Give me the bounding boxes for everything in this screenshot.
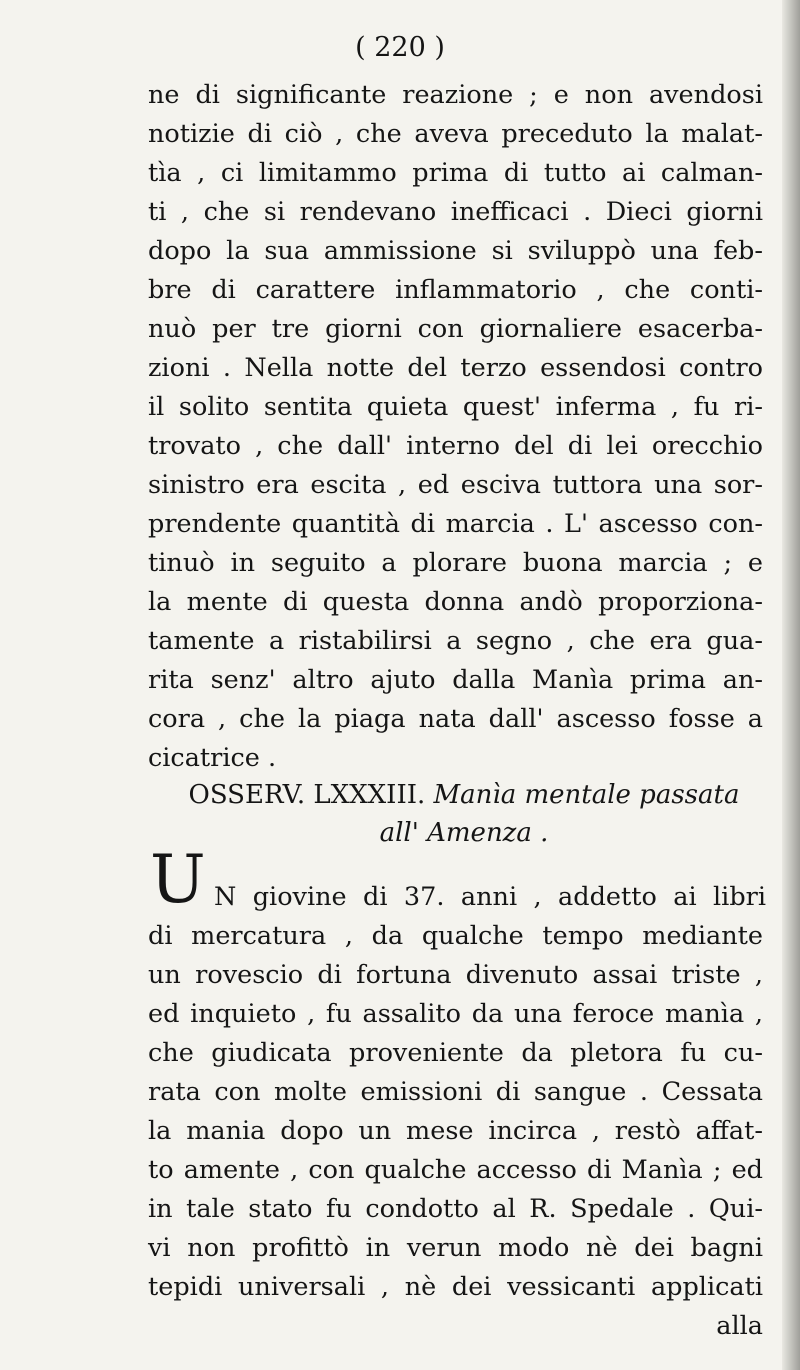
paragraph-1-line: la mente di questa donna andò proporziona-: [148, 587, 763, 617]
paragraph-1-line: ne di significante reazione ; e non avendosi: [148, 80, 763, 110]
paragraph-2-line: vi non profittò in verun modo nè dei bagni: [148, 1233, 763, 1263]
paragraph-1-line: dopo la sua ammissione si sviluppò una feb-: [148, 236, 763, 266]
paragraph-1-line: ti , che si rendevano inefficaci . Dieci giorni: [148, 197, 763, 227]
paragraph-1-line: tìa , ci limitammo prima di tutto ai calman-: [148, 158, 763, 188]
catchword: alla: [716, 1311, 763, 1341]
paragraph-2-line: in tale stato fu condotto al R. Spedale . Qui-: [148, 1194, 763, 1224]
drop-cap: U: [150, 841, 206, 918]
paragraph-1-line: tinuò in seguito a plorare buona marcia ; e: [148, 548, 763, 578]
paragraph-2-line: un rovescio di fortuna divenuto assai triste ,: [148, 960, 763, 990]
paragraph-2-first-line: N giovine di 37. anni , addetto ai libri: [214, 882, 766, 912]
paragraph-2-line: ed inquieto , fu assalito da una feroce manìa ,: [148, 999, 763, 1029]
paragraph-2-line: di mercatura , da qualche tempo mediante: [148, 921, 763, 951]
observation-title-line-1: Manìa mentale passata: [433, 780, 740, 810]
page-gutter-shadow: [782, 0, 800, 1370]
observation-heading-line-1: [148, 776, 780, 814]
paragraph-1-line: bre di carattere inflammatorio , che conti-: [148, 275, 763, 305]
paragraph-1-line: zioni . Nella notte del terzo essendosi contro: [148, 353, 763, 383]
paragraph-1-line: nuò per tre giorni con giornaliere esacerba-: [148, 314, 763, 344]
observation-heading: [148, 776, 780, 852]
paragraph-1-line: notizie di ciò , che aveva preceduto la malat-: [148, 119, 763, 149]
paragraph-1-line: rita senz' altro ajuto dalla Manìa prima an-: [148, 665, 763, 695]
paragraph-2-line: la mania dopo un mese incirca , restò affat-: [148, 1116, 763, 1146]
observation-label: OSSERV. LXXXIII.: [188, 780, 426, 810]
paragraph-1-line: sinistro era escita , ed esciva tuttora una sor-: [148, 470, 763, 500]
paragraph-2-line: to amente , con qualche accesso di Manìa ; ed: [148, 1155, 763, 1185]
observation-title-line-2: all' Amenza .: [379, 818, 549, 848]
paragraph-1-line: cicatrice .: [148, 743, 277, 773]
paragraph-1-line: il solito sentita quieta quest' inferma , fu ri-: [148, 392, 763, 422]
page-number: ( 220 ): [355, 32, 445, 63]
paragraph-1-line: cora , che la piaga nata dall' ascesso fosse a: [148, 704, 763, 734]
paragraph-1-line: tamente a ristabilirsi a segno , che era gua-: [148, 626, 763, 656]
paragraph-1-line: prendente quantità di marcia . L' ascesso con-: [148, 509, 763, 539]
paragraph-2-line: che giudicata proveniente da pletora fu cu-: [148, 1038, 763, 1068]
paragraph-2-line: tepidi universali , nè dei vessicanti applicati: [148, 1272, 763, 1302]
paragraph-1-line: trovato , che dall' interno del di lei orecchio: [148, 431, 763, 461]
paragraph-2-line: rata con molte emissioni di sangue . Cessata: [148, 1077, 763, 1107]
